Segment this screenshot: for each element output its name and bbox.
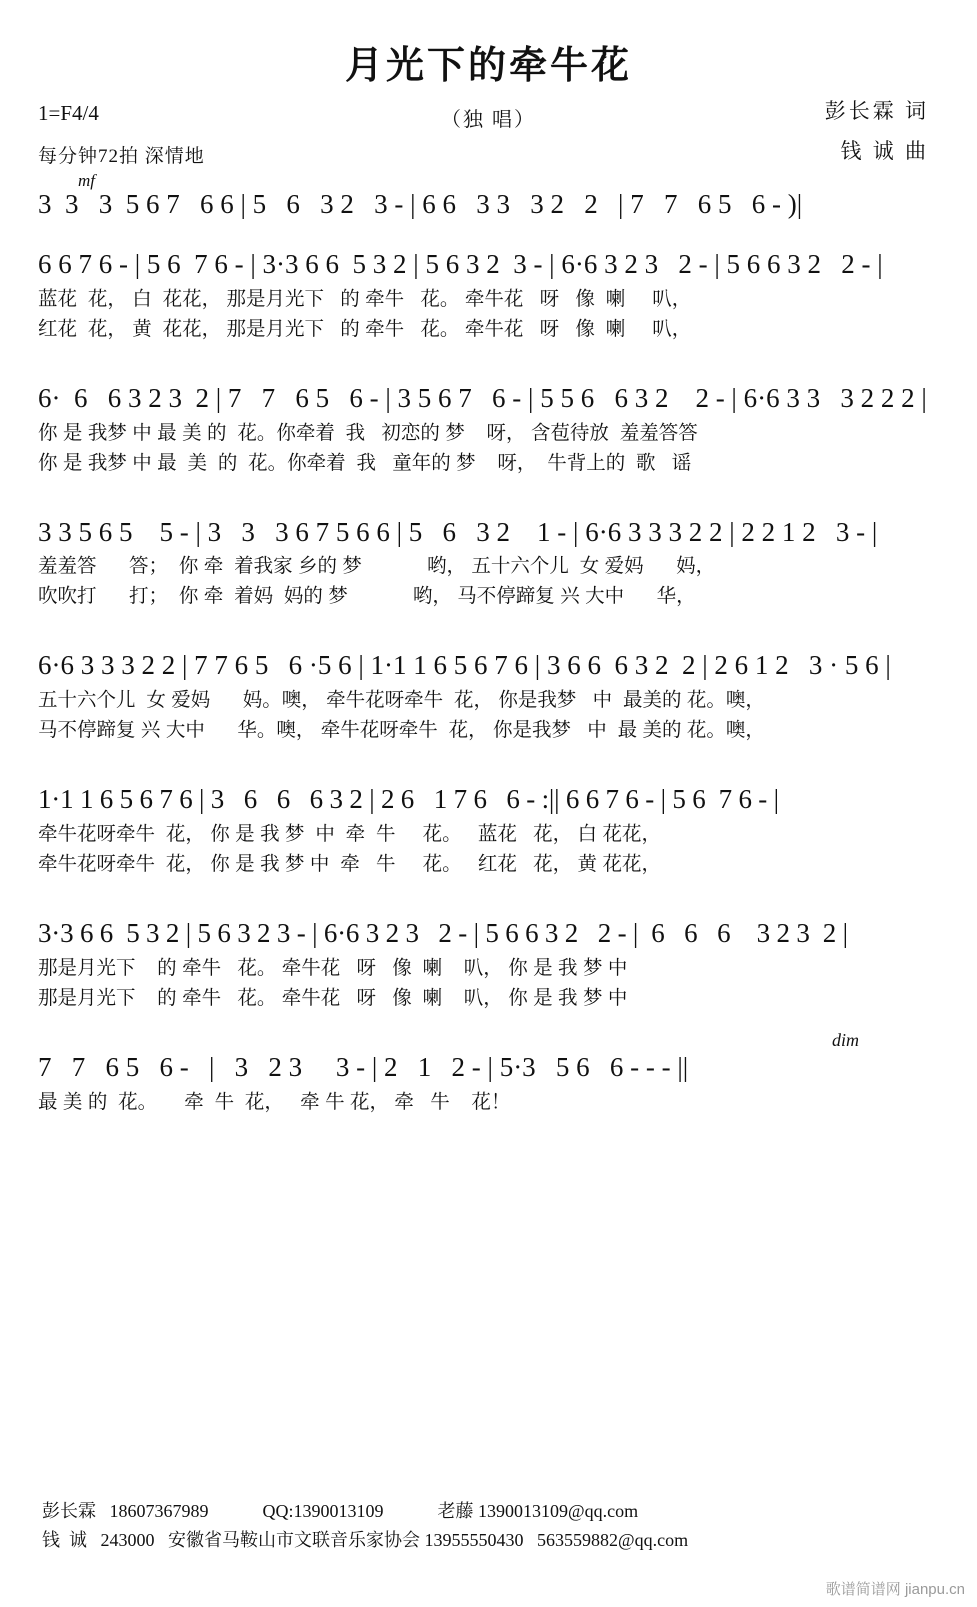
tempo-marking: 每分钟72拍 深情地: [38, 146, 205, 167]
music-system-7: [38, 916, 939, 1010]
composer-credit: 钱 诚 曲: [840, 139, 929, 163]
lyric-line-verse1: 那是月光下 的 牵牛 花。 牵牛花 呀 像 喇 叭， 你 是 我 梦 中: [38, 957, 628, 980]
lyricist-credit: 彭长霖 词: [824, 99, 929, 123]
notation-line: 6· 6 6 3 2 3 2 | 7 7 6 5 6 - | 3 5 6 7 6 - | 5 5 6 6 3 2 2 - | 6·6 3 3 3 2 2 2 |: [38, 382, 927, 413]
lyric-line-verse2: 那是月光下 的 牵牛 花。 牵牛花 呀 像 喇 叭， 你 是 我 梦 中: [38, 987, 628, 1010]
notation-line: 7 7 6 5 6 - | 3 2 3 3 - | 2 1 2 - | 5·3 5 6 6 - - - ||: [38, 1052, 689, 1083]
score-header: [0, 95, 977, 187]
notation-line: 1·1 1 6 5 6 7 6 | 3 6 6 6 3 2 | 2 6 1 7 6 6 - :|| 6 6 7 6 - | 5 6 7 6 - |: [38, 784, 779, 815]
footer-line-2: 钱 诚 243000 安徽省马鞍山市文联音乐家协会 13955550430 563559882@qq.com: [42, 1530, 689, 1551]
dynamic-dim: dim: [832, 1030, 859, 1051]
lyric-line-verse1: 蓝花 花， 白 花花， 那是月光下 的 牵牛 花。 牵牛花 呀 像 喇 叭，: [38, 287, 692, 310]
page-title: 月光下的牵牛花: [344, 45, 632, 87]
lyric-line-verse2: 牵牛花呀牵牛 花， 你 是 我 梦 中 牵 牛 花。 红花 花， 黄 花花，: [38, 853, 661, 876]
lyric-line-verse1: 最 美 的 花。 牵 牛 花， 牵 牛 花， 牵 牛 花！: [38, 1090, 511, 1113]
music-system-3: [38, 381, 939, 475]
footer-contacts: [42, 1497, 688, 1555]
lyric-line-verse1: 你 是 我梦 中 最 美 的 花。你牵着 我 初恋的 梦 呀， 含苞待放 羞羞答答: [38, 421, 698, 444]
lyric-line-verse1: 牵牛花呀牵牛 花， 你 是 我 梦 中 牵 牛 花。 蓝花 花， 白 花花，: [38, 823, 661, 846]
watermark: 歌谱简谱网 jianpu.cn: [825, 1581, 965, 1598]
lyric-line-verse1: 羞羞答 答； 你 牵 着我家 乡的 梦 哟， 五十六个儿 女 爱妈 妈，: [38, 555, 716, 578]
lyric-line-verse2: 吹吹打 打； 你 牵 着妈 妈的 梦 哟， 马不停蹄复 兴 大中 华，: [38, 585, 696, 608]
music-system-6: [38, 782, 939, 876]
footer-line-1: 彭长霖 18607367989 QQ:1390013109 老藤 1390013109@qq.com: [42, 1501, 639, 1522]
music-system-4: [38, 515, 939, 609]
music-system-5: [38, 648, 939, 742]
sheet-music-page: [0, 22, 977, 1607]
lyric-line-verse1: 五十六个儿 女 爱妈 妈。噢， 牵牛花呀牵牛 花， 你是我梦 中 最美的 花。噢，: [38, 689, 765, 712]
notation-line: 6 6 7 6 - | 5 6 7 6 - | 3·3 6 6 5 3 2 | 5 6 3 2 3 - | 6·6 3 2 3 2 - | 5 6 6 3 2 2 - |: [38, 248, 883, 279]
notation-line: 6·6 3 3 3 2 2 | 7 7 6 5 6 ·5 6 | 1·1 1 6 5 6 7 6 | 3 6 6 6 3 2 2 | 2 6 1 2 3 · 5 6 |: [38, 650, 891, 681]
performance-type: （独 唱）: [441, 109, 536, 131]
notation-line: 3 3 3 5 6 7 6 6 | 5 6 3 2 3 - | 6 6 3 3 3 2 2 | 7 7 6 5 6 - )|: [38, 189, 803, 219]
music-system-8: [38, 1030, 939, 1114]
music-system-2: [38, 247, 939, 341]
music-system-1: [38, 171, 939, 221]
lyric-line-verse2: 马不停蹄复 兴 大中 华。噢， 牵牛花呀牵牛 花， 你是我梦 中 最 美的 花。噢，: [38, 719, 765, 742]
dynamic-mf: mf: [78, 171, 95, 190]
lyric-line-verse2: 红花 花， 黄 花花， 那是月光下 的 牵牛 花。 牵牛花 呀 像 喇 叭，: [38, 317, 692, 340]
notation-line: 3·3 6 6 5 3 2 | 5 6 3 2 3 - | 6·6 3 2 3 2 - | 5 6 6 3 2 2 - | 6 6 6 3 2 3 2 |: [38, 918, 848, 949]
notation-line: 3 3 5 6 5 5 - | 3 3 3 6 7 5 6 6 | 5 6 3 2 1 - | 6·6 3 3 3 2 2 | 2 2 1 2 3 - |: [38, 516, 878, 547]
key-signature: 1=F4/4: [38, 101, 99, 125]
lyric-line-verse2: 你 是 我梦 中 最 美 的 花。你牵着 我 童年的 梦 呀， 牛背上的 歌 谣: [38, 451, 692, 474]
